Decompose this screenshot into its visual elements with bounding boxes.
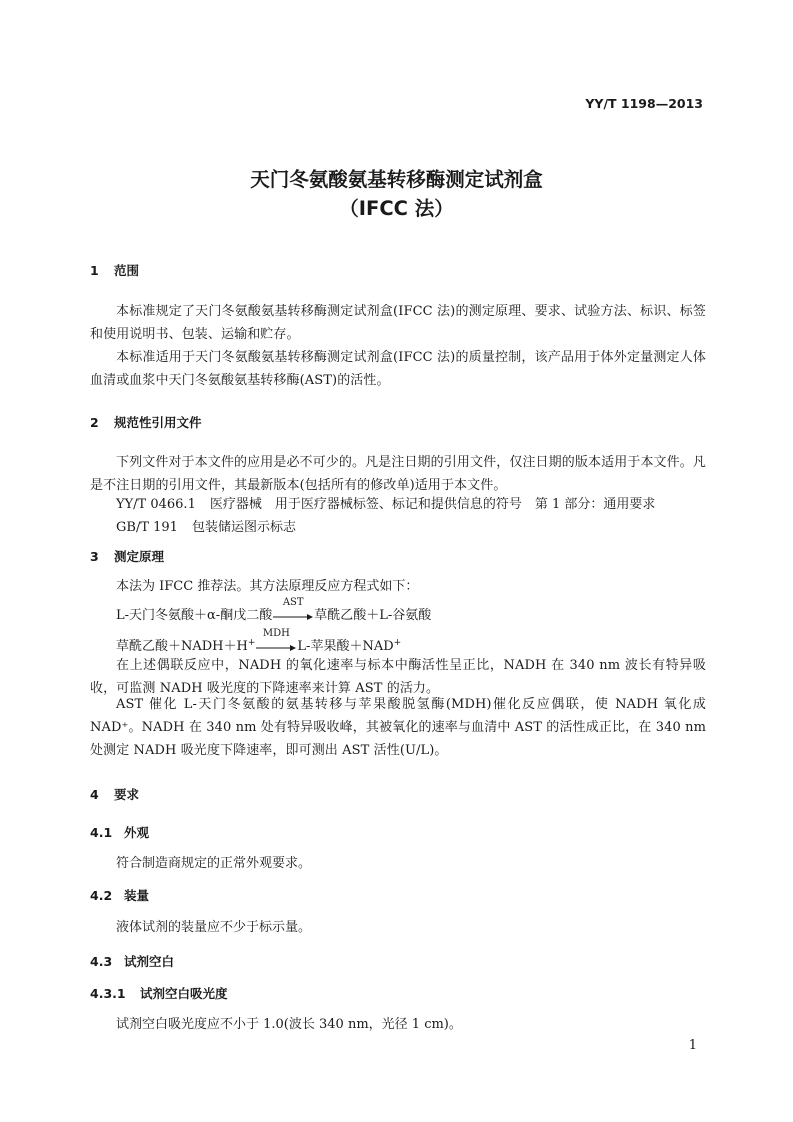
section-4-3-1-text: 试剂空白吸光度应不小于 1.0(波长 340 nm，光径 1 cm)。 (116, 1017, 462, 1032)
equation-products: 草酰乙酸＋L-谷氨酸 (314, 608, 432, 623)
reference-title: 包装储运图示标志 (191, 520, 296, 535)
arrow-icon (256, 644, 296, 652)
normative-reference-1 (116, 493, 655, 516)
section-title: 外观 (124, 825, 150, 840)
section-number: 3 (90, 549, 99, 564)
enzyme-label: AST (282, 596, 304, 608)
reference-title: 医疗器械 用于医疗器械标签、标记和提供信息的符号 第 1 部分：通用要求 (209, 497, 656, 512)
arrow-icon (273, 613, 313, 621)
section-number: 4.2 (90, 888, 113, 903)
section-number: 4 (90, 787, 99, 802)
equation-reactants: L-天门冬氨酸＋α-酮戊二酸 (116, 608, 273, 623)
section-number: 4.1 (90, 825, 113, 840)
section-4-1-text: 符合制造商规定的正常外观要求。 (116, 856, 312, 871)
standard-number: YY/T 1198—2013 (585, 96, 703, 111)
section-title: 试剂空白 (124, 954, 175, 969)
section-number: 4.3 (90, 954, 113, 969)
section-title: 测定原理 (114, 549, 165, 564)
equation-products: L-苹果酸＋NAD (297, 639, 394, 654)
equation-1 (116, 596, 432, 623)
section-2-paragraph-1: 下列文件对于本文件的应用是必不可少的。凡是注日期的引用文件，仅注日期的版本适用于本文件。凡是不注日期的引用文件，其最新版本(包括所有的修改单)适用于本文件。 (90, 455, 706, 493)
charge-superscript: + (393, 638, 402, 648)
section-title: 规范性引用文件 (114, 415, 202, 430)
section-1-paragraph-1: 本标准规定了天门冬氨酸氨基转移酶测定试剂盒(IFCC 法)的测定原理、要求、试验方法、标识、标签和使用说明书、包装、运输和贮存。 (90, 304, 706, 342)
section-number: 1 (90, 263, 99, 278)
section-number: 2 (90, 415, 99, 430)
section-2-heading (90, 413, 202, 431)
reaction-arrow (273, 596, 313, 623)
section-3-paragraph-3: AST 催化 L-天门冬氨酸的氨基转移与苹果酸脱氢酶(MDH)催化反应偶联，使 NADH 氧化成 NAD⁺。NADH 在 340 nm 处有特异吸收峰，其被氧化的速率与血清中 AST 的活性成正比，在 340 nm 处测定 NADH 吸光度下降速率，即可测出 AST 活性(U/L)。 (90, 697, 706, 758)
section-4-2-heading (90, 886, 149, 904)
section-4-2-text: 液体试剂的装量应不少于标示量。 (116, 920, 312, 935)
enzyme-label: MDH (262, 627, 290, 639)
page-number: 1 (688, 1038, 697, 1053)
equation-2 (116, 627, 402, 654)
section-4-heading (90, 785, 139, 803)
document-title: 天门冬氨酸氨基转移酶测定试剂盒 (250, 168, 543, 191)
section-3-paragraph-2: 在上述偶联反应中，NADH 的氧化速率与标本中酶活性呈正比，NADH 在 340 nm 波长有特异吸收，可监测 NADH 吸光度的下降速率来计算 AST 的活力。 (90, 658, 706, 696)
section-3-intro: 本法为 IFCC 推荐法。其方法原理反应方程式如下： (116, 579, 419, 594)
normative-reference-2 (116, 516, 296, 539)
section-4-3-heading (90, 952, 174, 970)
section-1-heading (90, 261, 139, 279)
reference-code: GB/T 191 (116, 520, 178, 535)
section-title: 范围 (114, 263, 140, 278)
section-4-1-heading (90, 823, 149, 841)
section-3-heading (90, 547, 164, 565)
section-title: 装量 (124, 888, 150, 903)
reference-code: YY/T 0466.1 (116, 497, 196, 512)
section-title: 要求 (114, 787, 140, 802)
charge-superscript: + (247, 638, 256, 648)
section-1-paragraph-2: 本标准适用于天门冬氨酸氨基转移酶测定试剂盒(IFCC 法)的质量控制，该产品用于体外定量测定人体血清或血浆中天门冬氨酸氨基转移酶(AST)的活性。 (90, 350, 706, 388)
section-4-3-1-heading (90, 984, 228, 1002)
section-number: 4.3.1 (90, 986, 126, 1001)
document-subtitle: （IFCC 法） (339, 197, 454, 220)
reaction-arrow (256, 627, 296, 654)
equation-reactants: 草酰乙酸＋NADH＋H (116, 639, 248, 654)
section-title: 试剂空白吸光度 (140, 986, 228, 1001)
